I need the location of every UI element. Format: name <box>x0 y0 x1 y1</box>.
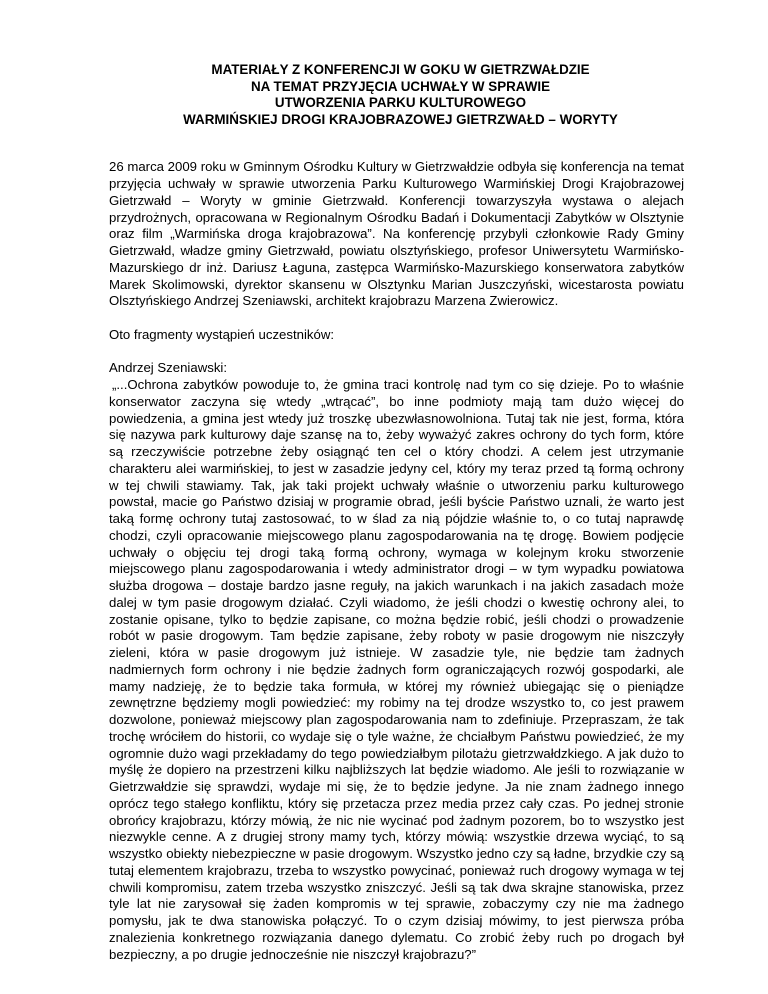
intro-paragraph: 26 marca 2009 roku w Gminnym Ośrodku Kultury w Gietrzwałdzie odbyła się konferencja na temat przyjęcia uchwały w sprawie utworzenia Parku Kulturowego Warmińskiej Drogi Krajobrazowej Gietrzwałd – Woryty w gminie Gietrzwałd. Konferencji towarzyszyła wystawa o alejach przydrożnych, opracowana w Regionalnym Ośrodku Badań i Dokumentacji Zabytków w Olsztynie oraz film „Warmińska droga krajobrazowa”. Na konferencję przybyli członkowie Rady Gminy Gietrzwałd, władze gminy Gietrzwałd, powiatu olsztyńskiego, profesor Uniwersytetu Warmińsko-Mazurskiego dr inż. Dariusz Łaguna, zastępca Warmińsko-Mazurskiego konserwatora zabytków Marek Skolimowski, dyrektor skansenu w Olsztynku Marian Juszczyński, wicestarosta powiatu Olsztyńskiego Andrzej Szeniawski, architekt krajobrazu Marzena Zwierowicz. <box>109 159 684 309</box>
fragments-heading: Oto fragmenty wystąpień uczestników: <box>109 326 335 342</box>
title-line: NA TEMAT PRZYJĘCIA UCHWAŁY W SPRAWIE <box>250 78 551 94</box>
title-line: MATERIAŁY Z KONFERENCJI W GOKU W GIETRZWAŁDZIE <box>211 62 590 77</box>
document-title <box>109 62 684 128</box>
title-line: UTWORZENIA PARKU KULTUROWEGO <box>274 95 527 111</box>
speaker-quote: „...Ochrona zabytków powoduje to, że gmina traci kontrolę nad tym co się dzieje. Po to właśnie konserwator zaczyna się wtedy „wtrącać”, bo inne podmioty mają tam dużo więcej do powiedzenia, a gmina jest wtedy już troszkę ubezwłasnowolniona. Tutaj tak nie jest, forma, która się nazywa park kulturowy daje szansę na to, żeby wyważyć zakres ochrony do tych form, które są rzeczywiście potrzebne żeby osiągnąć ten cel o który chodzi. A celem jest utrzymanie charakteru alei warmińskiej, to jest w zasadzie jedyny cel, który my teraz przed tą formą ochrony w tej chwili stawiamy. Tak, jak taki projekt uchwały właśnie o utworzeniu parku kulturowego powstał, macie go Państwo dzisiaj w programie obrad, jeśli byście Państwo uznali, że warto jest taką formę ochrony tutaj zastosować, to w ślad za nią pójdzie właśnie to, o co tutaj naprawdę chodzi, czyli opracowanie miejscowego planu zagospodarowania na tę drogę. Bowiem podjęcie uchwały o objęciu tej drogi taką formą ochrony, wymaga w kolejnym kroku stworzenie miejscowego planu zagospodarowania i wtedy administrator drogi – w tym wypadku powiatowa służba drogowa – dostaje bardzo jasne reguły, na jakich warunkach i na jakich zasadach może dalej w tym pasie drogowym działać. Czyli wiadomo, że jeśli chodzi o kwestię ochrony alei, to zostanie opisane, tylko to będzie zapisane, co można będzie robić, jeśli chodzi o prowadzenie robót w pasie drogowym. Tam będzie zapisane, żeby roboty w pasie drogowym nie niszczyły zieleni, która w pasie drogowym już istnieje. W zasadzie tyle, nie będzie tam żadnych nadmiernych form ochrony i nie będzie żadnych form ograniczających rozwój gospodarki, ale mamy nadzieję, że to będzie taka formuła, w której my również ubiegając się o pieniądze zewnętrzne będziemy mogli powiedzieć: my robimy na tej drodze wszystko to, co jest prawem dozwolone, ponieważ miejscowy plan zagospodarowania nam to zdefiniuje. Przepraszam, że tak trochę wróciłem do historii, co wydaje się o tyle ważne, że chciałbym Państwu powiedzieć, że my ogromnie dużo wagi przekładamy do tego powiedziałbym pilotażu gietrzwałdzkiego. A jak dużo to myślę że dopiero na przestrzeni kilku najbliższych lat będzie wiadomo. Ale jeśli to rozwiązanie w Gietrzwałdzie się sprawdzi, wydaje mi się, że to będzie jedyne. Ja nie znam żadnego innego oprócz tego stałego konfliktu, który się przetacza przez media przez cały czas. Po jednej stronie obrońcy krajobrazu, którzy mówią, że nic nie wycinać pod żadnym pozorem, bo to wszystko jest niezwykle cenne. A z drugiej strony mamy tych, którzy mówią: wszystkie drzewa wyciąć, to są wszystko obiekty niebezpieczne w pasie drogowym. Wszystko jedno czy są ładne, brzydkie czy są tutaj elementem krajobrazu, trzeba to wszystko powycinać, ponieważ ruch drogowy wymaga w tej chwili kompromisu, zatem trzeba wszystko zniszczyć. Jeśli są tak dwa skrajne stanowiska, przez tyle lat nie zarysował się żaden kompromis w tej sprawie, zobaczymy czy nie ma żadnego pomysłu, jak te dwa stanowiska połączyć. To o czym dzisiaj mówimy, to jest pierwsza próba znalezienia konkretnego rozwiązania danego dylematu. Co zrobić żeby ruch po drogach był bezpieczny, a po drugie jednocześnie nie niszczył krajobrazu?” <box>109 377 684 962</box>
title-line: WARMIŃSKIEJ DROGI KRAJOBRAZOWEJ GIETRZWAŁD – WORYTY <box>183 111 618 127</box>
speaker-name: Andrzej Szeniawski: <box>109 360 228 376</box>
